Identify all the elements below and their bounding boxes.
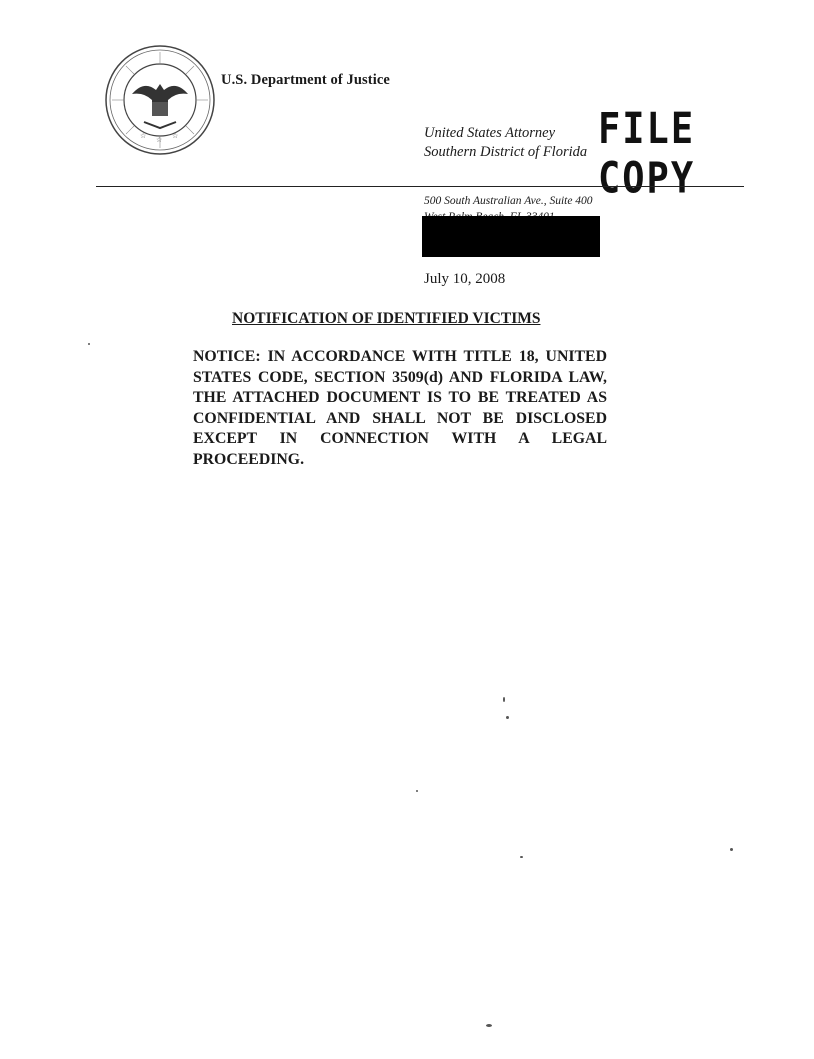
scan-speck <box>503 697 505 702</box>
scan-speck <box>486 1024 492 1027</box>
scan-speck <box>730 848 733 851</box>
svg-text:☆: ☆ <box>140 132 147 140</box>
scan-speck <box>506 716 509 719</box>
office-block <box>424 124 587 162</box>
svg-text:☆: ☆ <box>172 132 179 140</box>
scan-speck <box>520 856 523 858</box>
letterhead-divider <box>96 186 744 187</box>
svg-text:☆: ☆ <box>156 136 163 144</box>
office-line-1: United States Attorney <box>424 125 556 141</box>
letter-date: July 10, 2008 <box>424 271 506 287</box>
confidentiality-notice: NOTICE: IN ACCORDANCE WITH TITLE 18, UNITED STATES CODE, SECTION 3509(d) AND FLORIDA LAW, THE ATTACHED DOCUMENT IS TO BE TREATED AS CONFIDENTIAL AND SHALL NOT BE DISCLOSED EXCEPT IN CONNECTION WITH A LEGAL PROCEEDING. <box>193 348 607 468</box>
document-heading: NOTIFICATION OF IDENTIFIED VICTIMS <box>232 310 541 327</box>
file-copy-stamp: FILE COPY <box>598 104 696 203</box>
office-line-2: Southern District of Florida <box>424 144 588 160</box>
scan-speck <box>88 343 90 345</box>
scan-speck <box>416 790 418 792</box>
department-name: U.S. Department of Justice <box>221 72 390 88</box>
doj-seal-icon <box>104 44 216 156</box>
address-line-1: 500 South Australian Ave., Suite 400 <box>424 195 593 207</box>
redaction-box <box>422 216 600 257</box>
